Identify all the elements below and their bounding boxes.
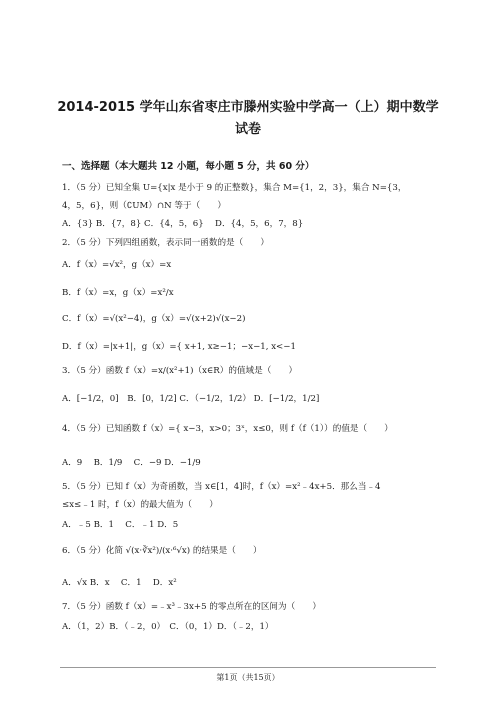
q3-options: A．[−1/2，0] B．[0，1/2] C．（−1/2，1/2） D．[−1/2，1/2] [62, 394, 320, 404]
footer-rule [60, 667, 436, 668]
q2-stem: 2．（5 分）下列四组函数，表示同一函数的是（ ） [62, 238, 270, 248]
q4-options: A．9 B．1/9 C．−9 D．−1/9 [62, 458, 201, 468]
q1-line1: 1．（5 分）已知全集 U={x|x 是小于 9 的正整数}，集合 M={1，2，3}，集合 N={3， [62, 183, 407, 193]
q5-line2: ≤x≤﹣1 时，f（x）的最大值为（ ） [62, 500, 218, 510]
q5-line1: 5．（5 分）已知 f（x）为奇函数，当 x∈[1，4]时，f（x）=x²﹣4x+5．那么当﹣4 [62, 482, 381, 492]
doc-title-line1: 2014-2015 学年山东省枣庄市滕州实验中学高一（上）期中数学 [57, 100, 439, 115]
q2-option-c: C．f（x）=√(x²−4)，g（x）=√(x+2)√(x−2) [62, 314, 246, 324]
q4-stem: 4．（5 分）已知函数 f（x）={ x−3，x>0；3ˣ，x≤0，则 f（f（1））的值是（ ） [62, 424, 393, 434]
q2-option-a: A．f（x）=√x²，g（x）=x [62, 260, 172, 270]
q3-stem: 3．（5 分）函数 f（x）=x/(x²+1)（x∈R）的值域是（ ） [62, 366, 298, 376]
q7-options: A．（1，2）B．（﹣2，0） C．（0，1）D．（﹣2，1） [62, 622, 274, 632]
q5-options: A．﹣5 B．1 C．﹣1 D．5 [62, 520, 179, 530]
doc-title-line2: 试卷 [234, 122, 261, 137]
section-heading: 一、选择题（本大题共 12 小题，每小题 5 分，共 60 分） [62, 161, 315, 172]
q1-line2: 4，5，6}，则（∁UM）∩N 等于（ ） [62, 201, 226, 211]
q2-option-d: D．f（x）=|x+1|，g（x）={ x+1, x≥−1；−x−1, x<−1 [62, 342, 296, 352]
page-number: 第1页（共15页） [216, 673, 280, 682]
q6-stem: 6．（5 分）化简 √(x·∛x²)/(x·⁶√x) 的结果是（ ） [62, 546, 262, 556]
q2-option-b: B．f（x）=x，g（x）=x²/x [62, 288, 174, 298]
q6-options: A．√x B．x C．1 D．x² [62, 578, 177, 588]
q1-options: A．{3} B．{7，8} C．{4，5，6} D．{4，5，6，7，8} [62, 219, 304, 229]
q7-stem: 7．（5 分）函数 f（x）=﹣x³﹣3x+5 的零点所在的区间为（ ） [62, 602, 321, 612]
